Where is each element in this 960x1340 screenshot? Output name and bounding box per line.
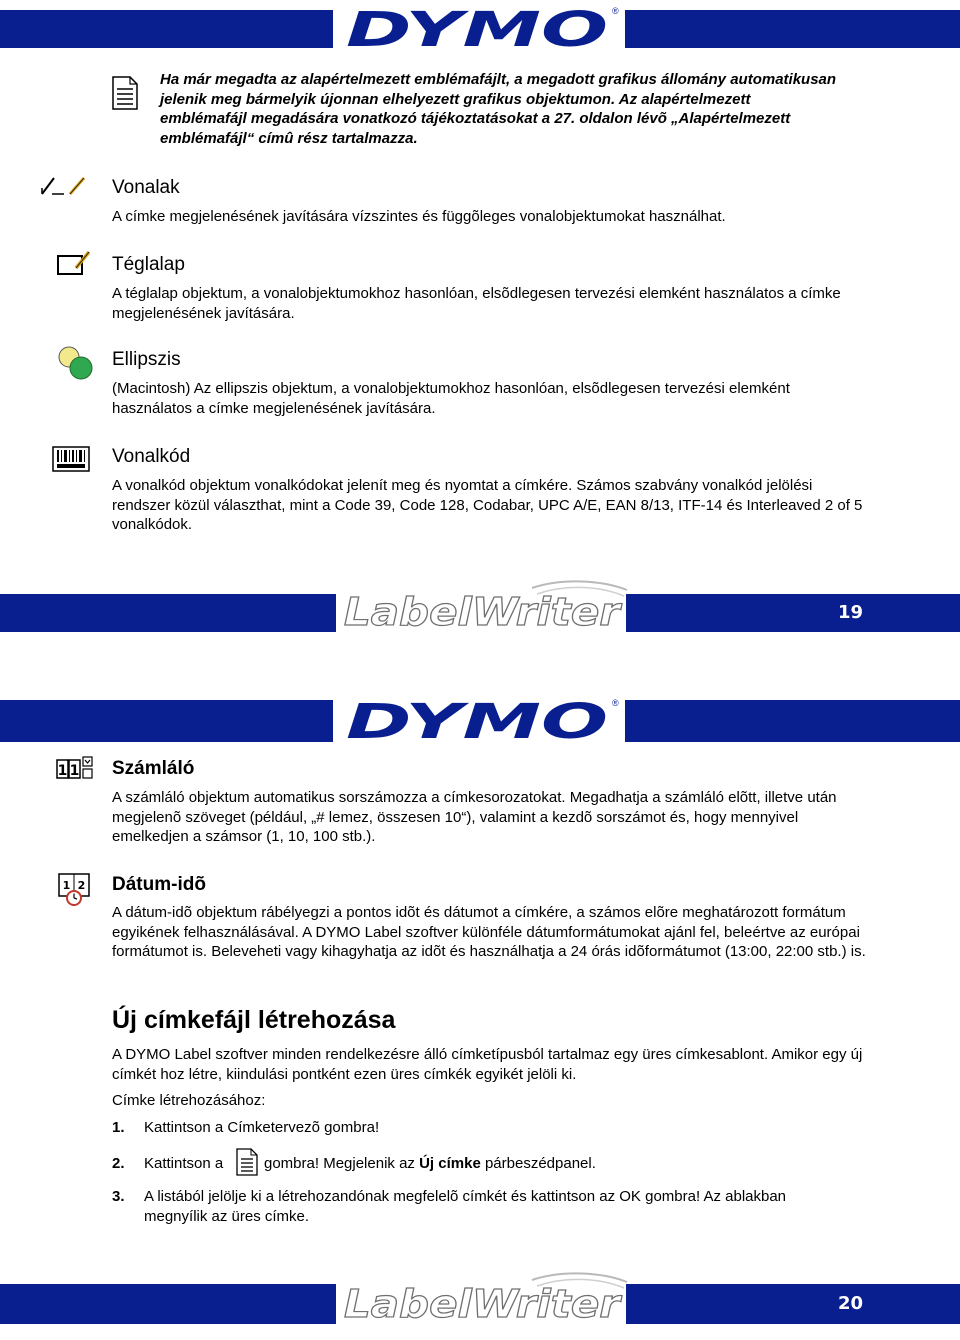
new-label-button-icon bbox=[236, 1148, 258, 1176]
section-body-ellipszis: (Macintosh) Az ellipszis objektum, a vonalobjektumokhoz hasonlóan, elsõdlegesen tervezési elemként használatos a címke megjelenésének javítására. bbox=[112, 380, 790, 417]
rectangle-tool-icon bbox=[56, 250, 92, 276]
labelwriter-logo bbox=[332, 1266, 632, 1326]
note-document-icon bbox=[112, 76, 138, 110]
line-tool-icon bbox=[40, 174, 88, 196]
step-2-number: 2. bbox=[112, 1155, 125, 1172]
dymo-logo-text: DYMO bbox=[346, 697, 608, 743]
step-1-text: Kattintson a Címketervezõ gombra! bbox=[144, 1119, 380, 1136]
new-label-intro: A DYMO Label szoftver minden rendelkezésre álló címketípusból tartalmaz egy üres címkesablont. Amikor egy új címkét hoz létre, kiindulási pontként ezen üres címkék egyikét jelöli ki. bbox=[112, 1046, 863, 1083]
step-2 bbox=[112, 1154, 223, 1174]
page-number-19: 19 bbox=[838, 602, 864, 623]
step-2-text-mid: gombra! Megjelenik az bbox=[264, 1155, 415, 1172]
barcode-tool-icon bbox=[52, 446, 90, 472]
ellipse-tool-icon bbox=[56, 344, 96, 380]
new-label-lead: Címke létrehozásához: bbox=[112, 1092, 266, 1109]
labelwriter-logo-text: LabelWriter bbox=[344, 590, 623, 634]
page-number-20: 20 bbox=[838, 1293, 864, 1314]
svg-text:1: 1 bbox=[57, 763, 68, 779]
step-2-text-pre: Kattintson a bbox=[144, 1155, 224, 1172]
dymo-logo-text: DYMO bbox=[346, 5, 608, 51]
labelwriter-logo bbox=[332, 574, 632, 634]
section-title-vonalak: Vonalak bbox=[112, 177, 180, 198]
registered-mark-2: ® bbox=[612, 698, 619, 708]
section-body-teglalap: A téglalap objektum, a vonalobjektumokhoz hasonlóan, elsõdlegesen tervezési elemként használatos a címke megjelenésének javítására. bbox=[112, 285, 841, 322]
counter-tool-icon bbox=[56, 756, 94, 780]
dymo-logo bbox=[342, 697, 612, 743]
date-time-tool-icon bbox=[58, 872, 92, 906]
section-title-ellipszis: Ellipszis bbox=[112, 349, 181, 370]
section-title-szamlalo: Számláló bbox=[112, 758, 195, 779]
svg-text:1: 1 bbox=[62, 879, 71, 892]
section-body-datum-ido: A dátum-idõ objektum rábélyegzi a pontos idõt és dátumot a címkére, a számos elõre meghatározott formátum egyikének felhasználásával. A DYMO Label szoftver különféle dátumformátumokat ajánl fel, beleértve az európai formátumot is. Beleveheti vagy kihagyhatja az idõt és használhatja a 24 órás idõformátumot (13:00, 22:00 stb.) is. bbox=[112, 904, 866, 960]
section-title-datum-ido: Dátum-idõ bbox=[112, 874, 206, 895]
svg-text:2: 2 bbox=[77, 879, 86, 892]
svg-text:1: 1 bbox=[69, 763, 80, 779]
step-3-number: 3. bbox=[112, 1188, 125, 1205]
dymo-logo bbox=[342, 5, 612, 51]
labelwriter-logo-text: LabelWriter bbox=[344, 1282, 623, 1326]
step-1-number: 1. bbox=[112, 1119, 125, 1136]
new-label-heading: Új címkefájl létrehozása bbox=[112, 1006, 396, 1034]
section-title-teglalap: Téglalap bbox=[112, 254, 185, 275]
registered-mark-1: ® bbox=[612, 6, 619, 16]
section-body-vonalkod: A vonalkód objektum vonalkódokat jelenít meg és nyomtat a címkére. Számos szabvány vonalkód jelölési rendszer közül választhat, mint a Code 39, Code 128, Codabar, UPC A/E, EAN 8/13, ITF-14 és Interleaved 2 of 5 vonalkódok. bbox=[112, 477, 863, 533]
note-text: Ha már megadta az alapértelmezett emblémafájlt, a megadott grafikus állomány automatikusan jelenik meg bármelyik újonnan elhelyezett grafikus objektumon. Az alapértelmezett emblémafájl megadására vonatkozó tájékoztatásokat a 27. oldalon lévõ „Alapértelmezett emblémafájl“ címû rész tartalmazza. bbox=[160, 71, 837, 147]
step-1 bbox=[112, 1118, 379, 1138]
step-2-rest bbox=[264, 1154, 596, 1174]
section-title-vonalkod: Vonalkód bbox=[112, 446, 191, 467]
section-body-vonalak: A címke megjelenésének javítására vízszintes és függõleges vonalobjektumokat használhat. bbox=[112, 208, 726, 225]
step-3-text: A listából jelölje ki a létrehozandónak megfelelõ címkét és kattintson az OK gombra! Az ablakban megnyílik az üres címke. bbox=[144, 1188, 787, 1225]
section-body-szamlalo: A számláló objektum automatikus sorszámozza a címkesorozatokat. Megadhatja a számláló elõtt, illetve után megjelenõ szöveget (például, „# lemez, összesen 10“), valamint a kezdõ sorszámot és, hogy mennyivel emelkedjen a számsor (1, 10, 100 stb.). bbox=[112, 789, 837, 845]
step-2-text-post: párbeszédpanel. bbox=[484, 1155, 596, 1172]
step-2-text-bold: Új címke bbox=[419, 1155, 481, 1172]
